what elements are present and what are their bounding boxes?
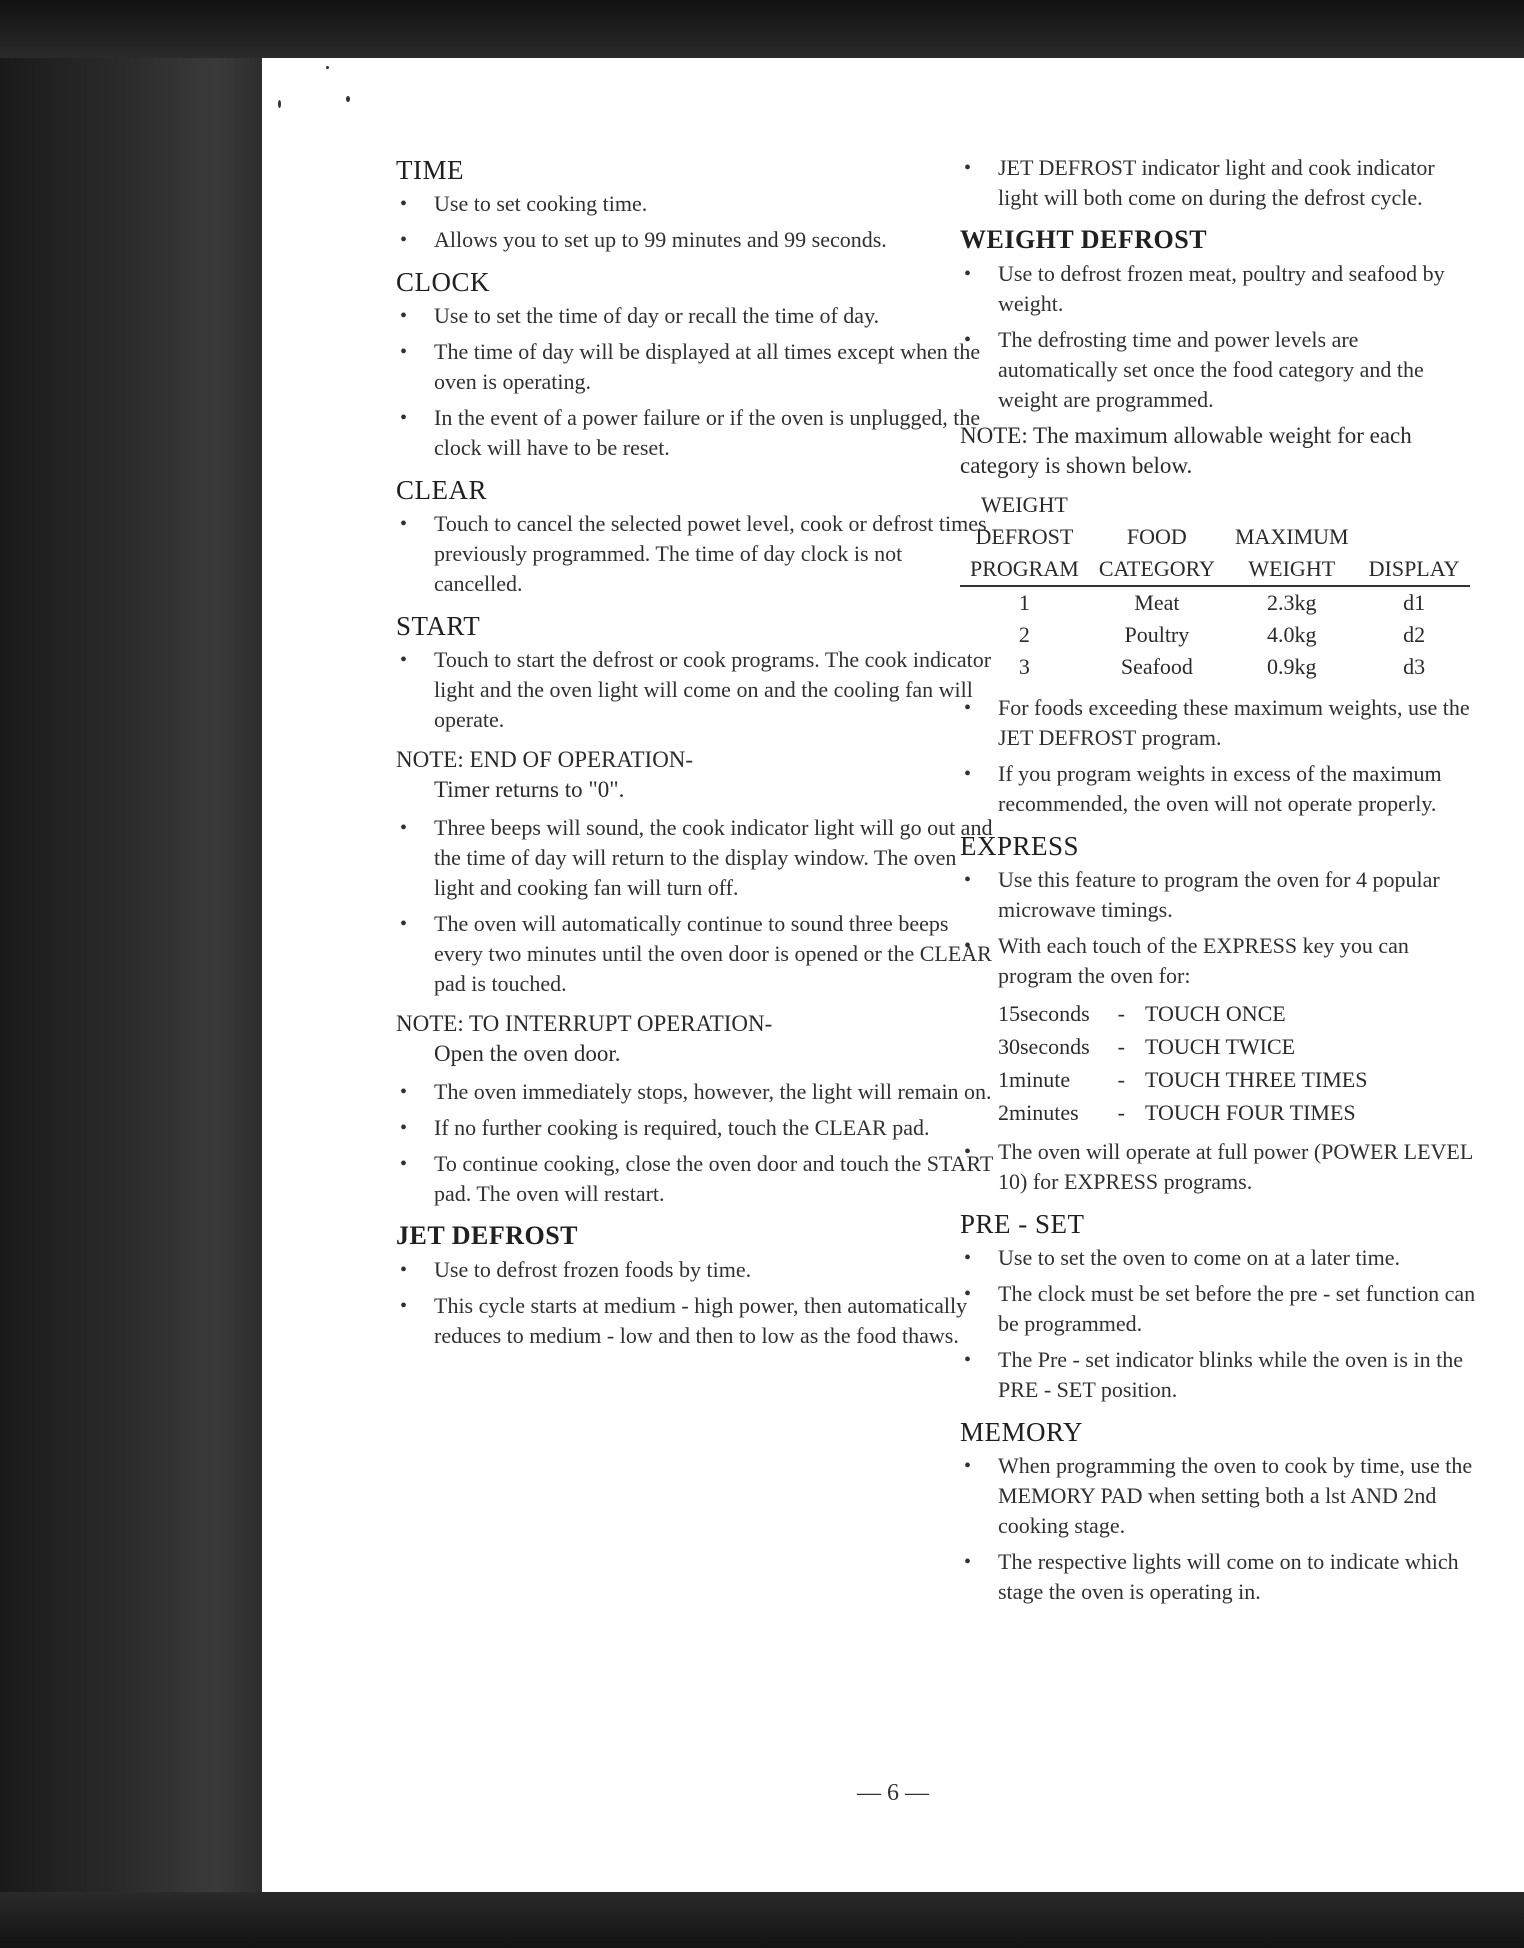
section-heading: MEMORY xyxy=(960,1417,1084,1447)
section-heading: TIME xyxy=(396,155,464,185)
bullet-item: • Use to set the oven to come on at a later time. xyxy=(960,1243,1480,1273)
column-header-display: DISPLAY xyxy=(1359,489,1470,586)
section-heading: CLOCK xyxy=(396,267,491,297)
table-row: 1minute - TOUCH THREE TIMES xyxy=(998,1067,1368,1092)
scan-speck xyxy=(326,66,329,69)
bullet-item: • The Pre - set indicator blinks while the oven is in the PRE - SET position. xyxy=(960,1345,1480,1405)
bullet-item: • Touch to cancel the selected powet level, cook or defrost times previously programmed. The time of day clock is not cancelled. xyxy=(396,509,996,599)
section-start xyxy=(396,609,996,735)
express-timing-table xyxy=(998,997,1375,1129)
bullet-item: • The time of day will be displayed at all times except when the oven is operating. xyxy=(396,337,996,397)
bullet-item: • If you program weights in excess of the maximum recommended, the oven will not operate properly. xyxy=(960,759,1480,819)
bullet-item: • Use to set cooking time. xyxy=(396,189,996,219)
table-row: 15seconds - TOUCH ONCE xyxy=(998,1001,1286,1026)
scan-speck xyxy=(346,96,350,102)
bullet-item: • Three beeps will sound, the cook indicator light will go out and the time of day will return to the display window. The oven light and cooking fan will turn off. xyxy=(396,813,996,903)
manual-page xyxy=(262,58,1524,1892)
table-row: 2 Poultry 4.0kg d2 xyxy=(1018,622,1426,647)
scan-border-left xyxy=(0,0,270,1948)
bullet-item: • If no further cooking is required, touch the CLEAR pad. xyxy=(396,1113,996,1143)
section-heading: CLEAR xyxy=(396,475,488,505)
scan-border-bottom xyxy=(0,1892,1524,1948)
bullet-item: • JET DEFROST indicator light and cook indicator light will both come on during the defrost cycle. xyxy=(960,153,1480,213)
section-heading: WEIGHT DEFROST xyxy=(960,225,1208,254)
column-header-program: WEIGHT DEFROST PROGRAM xyxy=(960,489,1089,586)
bullet-item: • Use to set the time of day or recall the time of day. xyxy=(396,301,996,331)
table-row: 1 Meat 2.3kg d1 xyxy=(1018,590,1426,615)
section-pre-set xyxy=(960,1207,1480,1405)
bullet-item: • The clock must be set before the pre - set function can be programmed. xyxy=(960,1279,1480,1339)
weight-defrost-table xyxy=(960,489,1470,683)
section-heading: PRE - SET xyxy=(960,1209,1085,1239)
bullet-item: • To continue cooking, close the oven door and touch the START pad. The oven will restart. xyxy=(396,1149,996,1209)
scan-speck xyxy=(278,100,281,108)
bullet-item: • Use this feature to program the oven for 4 popular microwave timings. xyxy=(960,865,1480,925)
bullet-item: • In the event of a power failure or if the oven is unplugged, the clock will have to be reset. xyxy=(396,403,996,463)
table-row: 3 Seafood 0.9kg d3 xyxy=(1018,654,1426,679)
section-jet-defrost-continued xyxy=(960,153,1480,213)
table-row: 2minutes - TOUCH FOUR TIMES xyxy=(998,1100,1356,1125)
bullet-item: • When programming the oven to cook by time, use the MEMORY PAD when setting both a lst AND 2nd cooking stage. xyxy=(960,1451,1480,1541)
bullet-item: • Touch to start the defrost or cook programs. The cook indicator light and the oven light will come on and the cooling fan will operate. xyxy=(396,645,996,735)
bullet-item: • The respective lights will come on to indicate which stage the oven is operating in. xyxy=(960,1547,1480,1607)
note-title: NOTE: END OF OPERATION- xyxy=(396,747,694,772)
column-header-category: FOOD CATEGORY xyxy=(1089,489,1225,586)
section-heading: EXPRESS xyxy=(960,831,1080,861)
note-title: NOTE: TO INTERRUPT OPERATION- xyxy=(396,1011,773,1036)
section-heading: JET DEFROST xyxy=(396,1221,579,1250)
section-jet-defrost xyxy=(396,1219,996,1351)
weight-note: NOTE: The maximum allowable weight for each category is shown below. xyxy=(960,423,1412,478)
table-row: 30seconds - TOUCH TWICE xyxy=(998,1034,1296,1059)
note-interrupt-operation xyxy=(396,1009,996,1209)
section-clear xyxy=(396,473,996,599)
scan-border-top xyxy=(0,0,1524,58)
bullet-item: • The oven will automatically continue to sound three beeps every two minutes until the oven door is opened or the CLEAR pad is touched. xyxy=(396,909,996,999)
bullet-item: • With each touch of the EXPRESS key you can program the oven for: xyxy=(960,931,1480,991)
note-body: Open the oven door. xyxy=(434,1041,621,1066)
section-weight-defrost xyxy=(960,223,1480,819)
left-column xyxy=(396,153,996,1361)
bullet-item: • The oven immediately stops, however, the light will remain on. xyxy=(396,1077,996,1107)
note-end-of-operation xyxy=(396,745,996,999)
bullet-item: • Allows you to set up to 99 minutes and 99 seconds. xyxy=(396,225,996,255)
column-header-weight: MAXIMUM WEIGHT xyxy=(1225,489,1359,586)
section-memory xyxy=(960,1415,1480,1607)
bullet-item: • The defrosting time and power levels are automatically set once the food category and the weight are programmed. xyxy=(960,325,1480,415)
section-clock xyxy=(396,265,996,463)
section-express xyxy=(960,829,1480,1197)
bullet-item: • Use to defrost frozen foods by time. xyxy=(396,1255,996,1285)
bullet-item: • This cycle starts at medium - high power, then automatically reduces to medium - low and then to low as the food thaws. xyxy=(396,1291,996,1351)
right-column xyxy=(960,153,1480,1617)
section-time xyxy=(396,153,996,255)
section-heading: START xyxy=(396,611,481,641)
bullet-item: • Use to defrost frozen meat, poultry and seafood by weight. xyxy=(960,259,1480,319)
note-body: Timer returns to "0". xyxy=(434,777,625,802)
bullet-item: • The oven will operate at full power (POWER LEVEL 10) for EXPRESS programs. xyxy=(960,1137,1480,1197)
bullet-item: • For foods exceeding these maximum weights, use the JET DEFROST program. xyxy=(960,693,1480,753)
page-number: — 6 — xyxy=(857,1780,929,1806)
